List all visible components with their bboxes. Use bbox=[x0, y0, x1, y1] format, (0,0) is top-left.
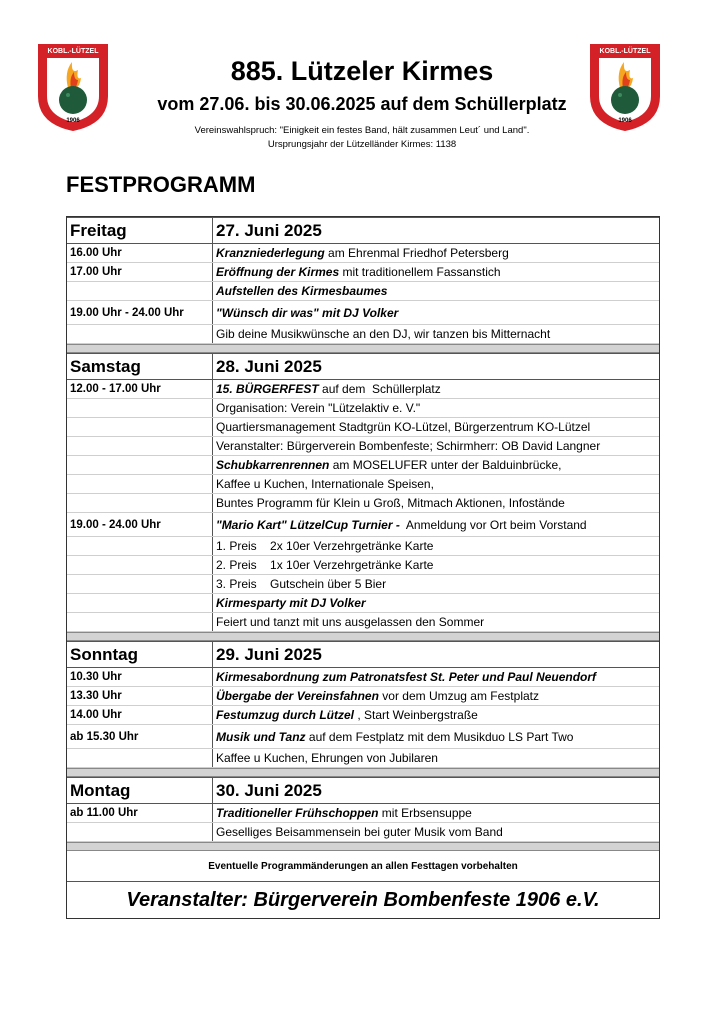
program-row bbox=[67, 668, 659, 687]
row-text: vor dem Umzug am Festplatz bbox=[378, 689, 539, 703]
program-row bbox=[67, 575, 659, 594]
row-description bbox=[213, 556, 659, 574]
row-time bbox=[67, 399, 213, 417]
page-subtitle: vom 27.06. bis 30.06.2025 auf dem Schüllerplatz bbox=[157, 94, 567, 114]
day-header-row bbox=[67, 353, 659, 380]
row-description bbox=[213, 575, 659, 593]
program-row bbox=[67, 282, 659, 301]
row-text: mit Erbsensuppe bbox=[378, 806, 472, 820]
program-row bbox=[67, 556, 659, 575]
row-description bbox=[213, 706, 659, 724]
row-description bbox=[213, 418, 659, 436]
day-name: Montag bbox=[67, 778, 213, 803]
change-notice: Eventuelle Programmänderungen an allen Festtagen vorbehalten bbox=[67, 851, 659, 882]
row-time bbox=[67, 749, 213, 767]
program-row bbox=[67, 475, 659, 494]
day-date: 27. Juni 2025 bbox=[216, 220, 322, 240]
row-description bbox=[213, 263, 659, 281]
row-text: am Ehrenmal Friedhof Petersberg bbox=[324, 246, 509, 260]
program-row bbox=[67, 325, 659, 344]
row-description bbox=[213, 282, 659, 300]
program-row bbox=[67, 613, 659, 632]
row-time: 19.00 - 24.00 Uhr bbox=[67, 513, 213, 536]
motto-text: Vereinswahlspruch: "Einigkeit ein festes Band, hält zusammen Leut´ und Land". bbox=[194, 125, 530, 136]
program-row bbox=[67, 399, 659, 418]
row-time bbox=[67, 494, 213, 512]
row-time: 16.00 Uhr bbox=[67, 244, 213, 262]
program-table bbox=[66, 216, 660, 919]
program-row bbox=[67, 537, 659, 556]
row-text: Gib deine Musikwünsche an den DJ, wir tanzen bis Mitternacht bbox=[216, 327, 551, 341]
row-time: 19.00 Uhr - 24.00 Uhr bbox=[67, 301, 213, 324]
row-description bbox=[213, 725, 659, 748]
program-row bbox=[67, 823, 659, 842]
row-text: Geselliges Beisammensein bei guter Musik vom Band bbox=[216, 825, 503, 839]
motto-block bbox=[0, 124, 724, 152]
day-header-row bbox=[67, 777, 659, 804]
row-description bbox=[213, 687, 659, 705]
row-time bbox=[67, 475, 213, 493]
row-text: auf dem Festplatz mit dem Musikduo LS Part Two bbox=[305, 729, 574, 744]
day-separator bbox=[67, 632, 659, 641]
row-time: 13.30 Uhr bbox=[67, 687, 213, 705]
row-text: Anmeldung vor Ort beim Vorstand bbox=[399, 517, 587, 532]
row-highlight: Traditioneller Frühschoppen bbox=[216, 806, 379, 820]
row-description bbox=[213, 804, 659, 822]
logo-top-text: KOBL.-LÜTZEL bbox=[47, 48, 99, 55]
row-time bbox=[67, 418, 213, 436]
row-description bbox=[213, 301, 659, 324]
day-separator bbox=[67, 768, 659, 777]
row-time bbox=[67, 325, 213, 343]
row-description bbox=[213, 456, 659, 474]
row-highlight: 15. BÜRGERFEST bbox=[216, 382, 319, 396]
origin-text: Ursprungsjahr der Lützelländer Kirmes: 1138 bbox=[267, 139, 457, 150]
row-time bbox=[67, 456, 213, 474]
row-time bbox=[67, 537, 213, 555]
row-highlight: Festumzug durch Lützel bbox=[216, 708, 354, 722]
row-highlight: Kirmesparty mit DJ Volker bbox=[216, 596, 366, 610]
row-time: 14.00 Uhr bbox=[67, 706, 213, 724]
program-row bbox=[67, 687, 659, 706]
row-time: ab 11.00 Uhr bbox=[67, 804, 213, 822]
row-time bbox=[67, 823, 213, 841]
day-date: 28. Juni 2025 bbox=[216, 356, 322, 376]
row-time: 17.00 Uhr bbox=[67, 263, 213, 281]
row-time bbox=[67, 556, 213, 574]
program-heading: FESTPROGRAMM bbox=[66, 172, 256, 197]
program-row bbox=[67, 513, 659, 537]
day-header-row bbox=[67, 217, 659, 244]
row-description bbox=[213, 437, 659, 455]
day-name: Samstag bbox=[67, 354, 213, 379]
day-separator bbox=[67, 842, 659, 851]
row-description bbox=[213, 513, 659, 536]
row-text: Feiert und tanzt mit uns ausgelassen den Sommer bbox=[216, 615, 485, 629]
row-text: mit traditionellem Fassanstich bbox=[339, 265, 501, 279]
program-row bbox=[67, 380, 659, 399]
logo-year: 1906 bbox=[618, 118, 632, 124]
row-text: Quartiersmanagement Stadtgrün KO-Lützel, Bürgerzentrum KO-Lützel bbox=[216, 420, 591, 434]
row-description bbox=[213, 594, 659, 612]
row-description bbox=[213, 475, 659, 493]
row-time bbox=[67, 282, 213, 300]
row-text: Buntes Programm für Klein u Groß, Mitmach Aktionen, Infostände bbox=[216, 496, 565, 510]
program-row bbox=[67, 804, 659, 823]
program-row bbox=[67, 706, 659, 725]
row-description bbox=[213, 749, 659, 767]
logo-top-text: KOBL.-LÜTZEL bbox=[599, 48, 651, 55]
row-text: Veranstalter: Bürgerverein Bombenfeste; Schirmherr: OB David Langner bbox=[216, 439, 601, 453]
program-row bbox=[67, 494, 659, 513]
row-description bbox=[213, 399, 659, 417]
row-text: 3. Preis Gutschein über 5 Bier bbox=[216, 577, 387, 591]
day-separator bbox=[67, 344, 659, 353]
row-description bbox=[213, 613, 659, 631]
program-row bbox=[67, 244, 659, 263]
row-highlight: Musik und Tanz bbox=[216, 729, 306, 744]
club-logo-right bbox=[586, 40, 664, 134]
row-text: 2. Preis 1x 10er Verzehrgetränke Karte bbox=[216, 558, 434, 572]
program-row bbox=[67, 594, 659, 613]
row-text: auf dem Schüllerplatz bbox=[318, 382, 441, 396]
row-description bbox=[213, 494, 659, 512]
row-text: Kaffee u Kuchen, Internationale Speisen, bbox=[216, 477, 434, 491]
row-highlight: Aufstellen des Kirmesbaumes bbox=[216, 284, 388, 298]
row-highlight: Kranzniederlegung bbox=[216, 246, 325, 260]
row-time: 12.00 - 17.00 Uhr bbox=[67, 380, 213, 398]
row-text: , Start Weinbergstraße bbox=[354, 708, 478, 722]
program-row bbox=[67, 725, 659, 749]
program-row bbox=[67, 437, 659, 456]
row-text: Organisation: Verein "Lützelaktiv e. V." bbox=[216, 401, 421, 415]
row-highlight: Eröffnung der Kirmes bbox=[216, 265, 340, 279]
row-time bbox=[67, 594, 213, 612]
row-description bbox=[213, 668, 659, 686]
row-description bbox=[213, 823, 659, 841]
row-highlight: Übergabe der Vereinsfahnen bbox=[216, 689, 379, 703]
program-row bbox=[67, 301, 659, 325]
club-logo-left bbox=[34, 40, 112, 134]
row-highlight: "Mario Kart" LützelCup Turnier - bbox=[216, 517, 400, 532]
organizer-footer: Veranstalter: Bürgerverein Bombenfeste 1906 e.V. bbox=[126, 888, 600, 911]
page-title: 885. Lützeler Kirmes bbox=[230, 56, 494, 86]
row-time: ab 15.30 Uhr bbox=[67, 725, 213, 748]
row-description bbox=[213, 325, 659, 343]
logo-year: 1906 bbox=[66, 118, 80, 124]
day-name: Freitag bbox=[67, 218, 213, 243]
row-text: am MOSELUFER unter der Balduinbrücke, bbox=[329, 458, 562, 472]
row-time bbox=[67, 575, 213, 593]
program-row bbox=[67, 456, 659, 475]
row-text: 1. Preis 2x 10er Verzehrgetränke Karte bbox=[216, 539, 434, 553]
program-row bbox=[67, 749, 659, 768]
row-time bbox=[67, 613, 213, 631]
row-highlight: "Wünsch dir was" mit DJ Volker bbox=[216, 305, 399, 320]
program-row bbox=[67, 418, 659, 437]
row-description bbox=[213, 380, 659, 398]
day-name: Sonntag bbox=[67, 642, 213, 667]
row-description bbox=[213, 244, 659, 262]
day-header-row bbox=[67, 641, 659, 668]
day-date: 30. Juni 2025 bbox=[216, 780, 322, 800]
row-time bbox=[67, 437, 213, 455]
program-row bbox=[67, 263, 659, 282]
row-description bbox=[213, 537, 659, 555]
row-highlight: Kirmesabordnung zum Patronatsfest St. Peter und Paul Neuendorf bbox=[216, 670, 597, 684]
day-date: 29. Juni 2025 bbox=[216, 644, 322, 664]
row-highlight: Schubkarrenrennen bbox=[216, 458, 330, 472]
row-time: 10.30 Uhr bbox=[67, 668, 213, 686]
row-text: Kaffee u Kuchen, Ehrungen von Jubilaren bbox=[216, 751, 438, 765]
